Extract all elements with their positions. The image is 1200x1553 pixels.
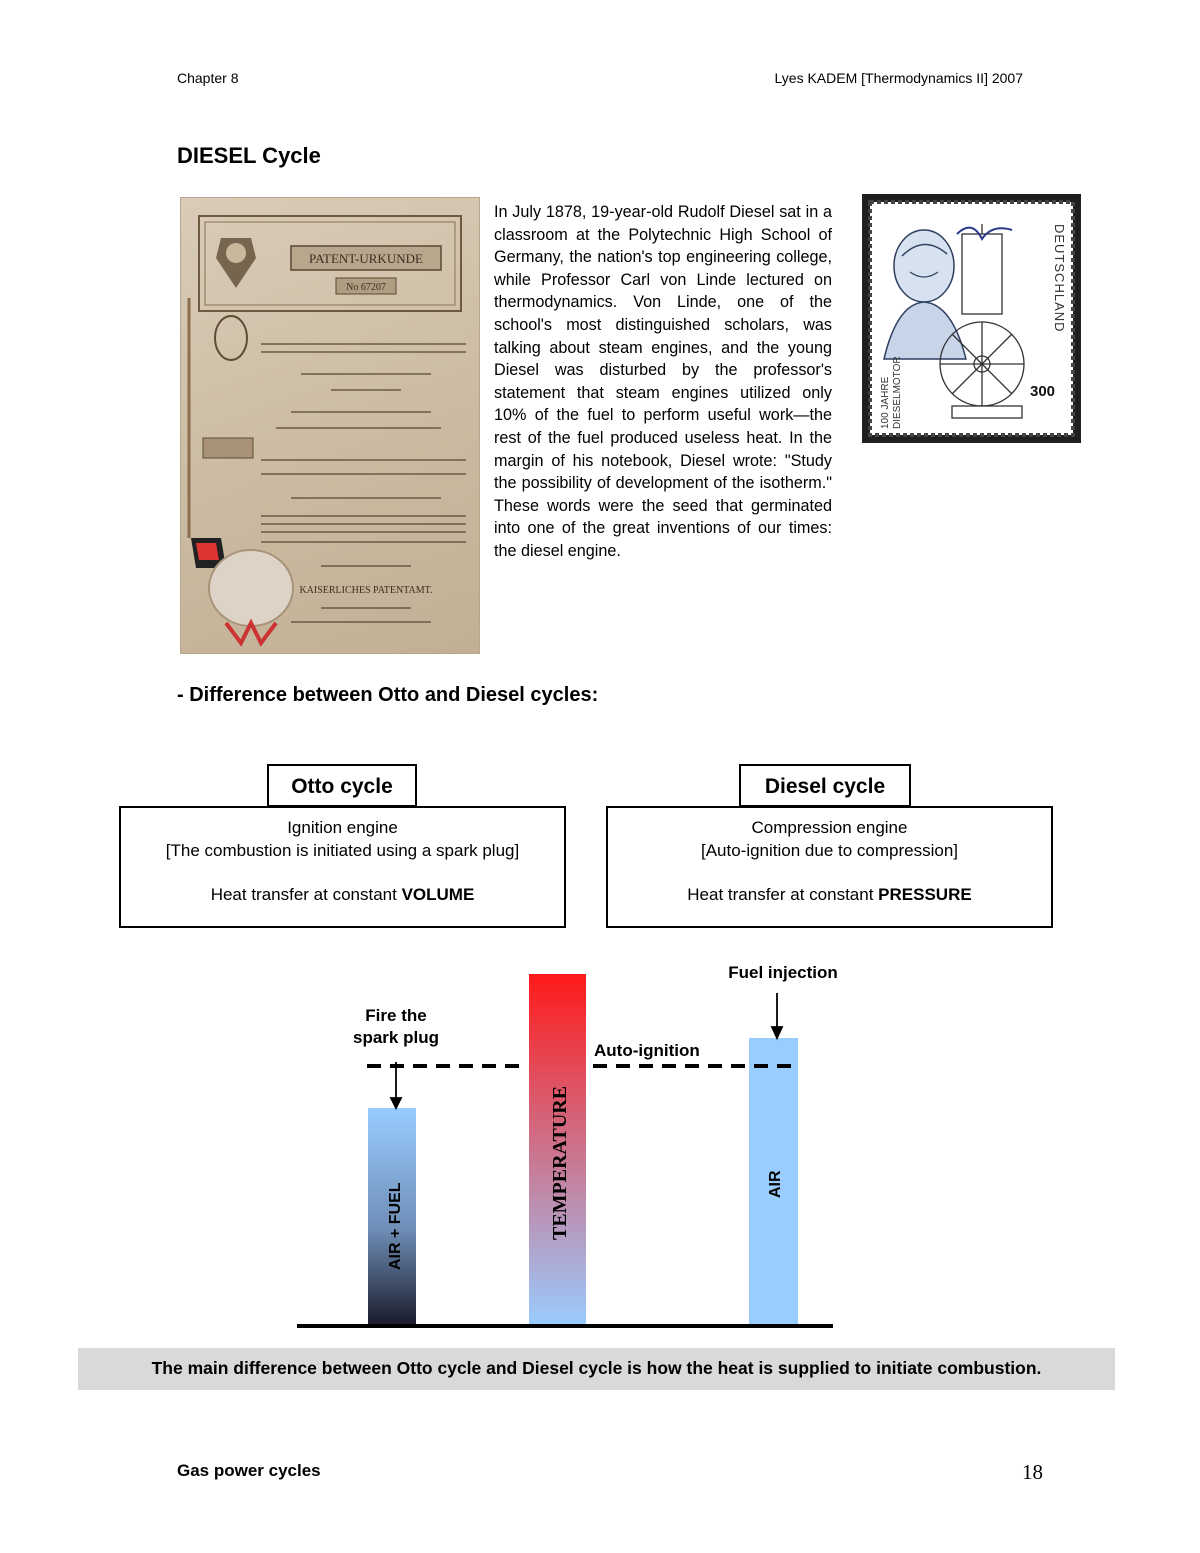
patent-heading: PATENT-URKUNDE [309,251,423,266]
page-title: DIESEL Cycle [177,143,321,168]
section-heading: - Difference between Otto and Diesel cycles: [177,684,599,706]
auto-ignition-label: Auto-ignition [594,1041,700,1060]
fuel-injection-label: Fuel injection [728,963,838,982]
header-author: Lyes KADEM [Thermodynamics II] 2007 [774,70,1023,86]
diesel-line2: [Auto-ignition due to compression] [700,840,959,860]
injection-arrow-icon [772,993,782,1038]
stamp-value: 300 [1030,383,1056,400]
stamp-caption-2: DIESELMOTOR [892,356,903,429]
otto-line2: [The combustion is initiated using a spark plug] [165,840,520,860]
intro-paragraph: In July 1878, 19-year-old Rudolf Diesel sat in a classroom at the Polytechnic High School of Germany, the nation's top engineering college, while Professor Carl von Linde lectured on thermodynamics. Von Linde, one of the school's most distinguished scholars, was talking about steam engines, and the young Diesel was disturbed by the professor's statement that steam engines utilized only 10% of the fuel to perform useful work—the rest of the fuel produced useless heat. In the margin of his notebook, Diesel wrote: "Study the possibility of development of the isotherm." These words were the seed that germinated into one of the great inventions of our times: the diesel engine. [494,203,832,560]
footer-topic: Gas power cycles [177,1461,321,1480]
otto-line3-prefix: Heat transfer at constant [210,885,402,904]
otto-cycle-tab: Otto cycle [267,764,417,807]
stamp-caption-1: 100 JAHRE [880,376,891,429]
page-number: 18 [1022,1460,1043,1484]
diesel-line3-prefix: Heat transfer at constant [687,885,879,904]
otto-line3-bold: VOLUME [401,885,475,904]
diesel-line3-bold: PRESSURE [878,885,972,904]
patent-office: KAISERLICHES PATENTAMT. [299,585,433,596]
fire-label-1: Fire the [365,1006,427,1025]
spark-arrow-icon [391,1062,401,1108]
stamp-country: DEUTSCHLAND [1052,224,1067,333]
air-label: AIR [767,1170,784,1198]
header-chapter: Chapter 8 [177,70,239,86]
patent-number: No 67207 [346,282,386,293]
air-fuel-label: AIR + FUEL [387,1182,404,1270]
diesel-cycle-tab: Diesel cycle [739,764,911,807]
summary-banner: The main difference between Otto cycle and Diesel cycle is how the heat is supplied to initiate combustion. [78,1348,1115,1390]
temperature-label: TEMPERATURE [549,1085,571,1240]
fire-label-2: spark plug [353,1028,439,1047]
diesel-line1: Compression engine [751,818,908,837]
otto-line1: Ignition engine [287,818,398,837]
